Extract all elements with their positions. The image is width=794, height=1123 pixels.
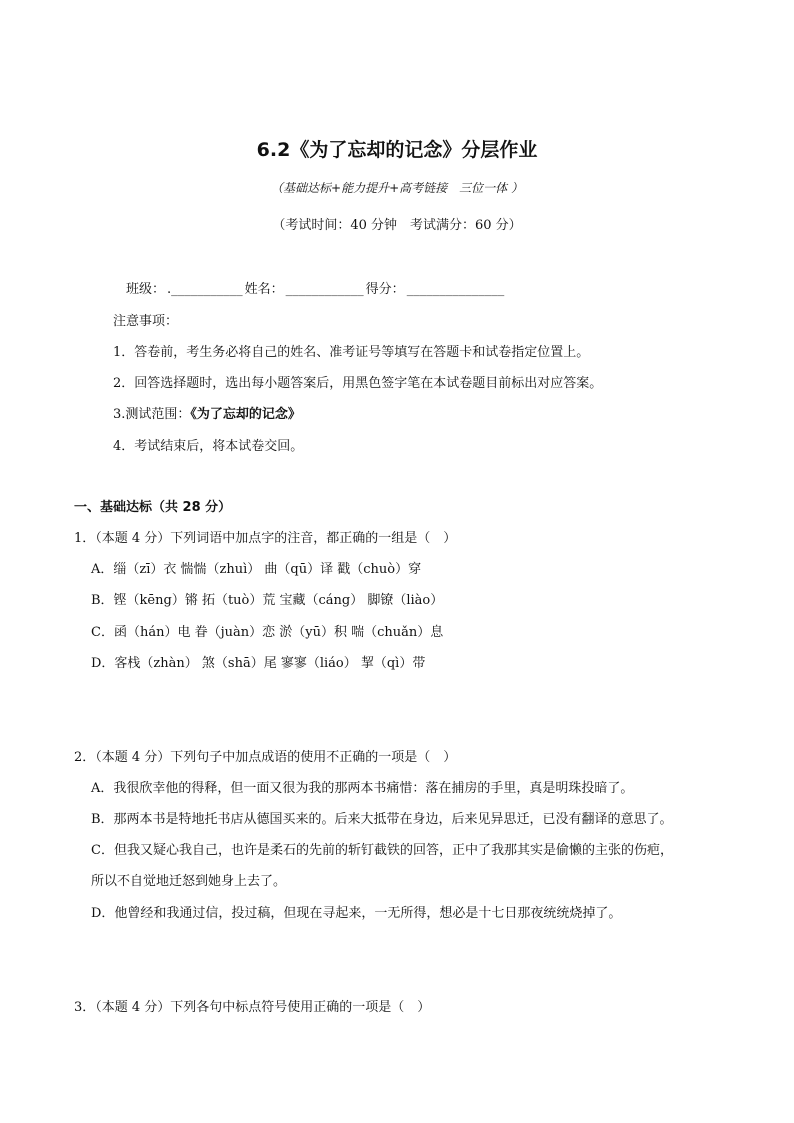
question-stem: 2．（本题 4 分）下列句子中加点成语的使用不正确的一项是（ ）	[74, 750, 457, 765]
question-option: A．我很欣幸他的得释，但一面又很为我的那两本书痛惜：落在捕房的手里，真是明珠投暗了。	[91, 781, 634, 796]
note-item	[113, 406, 301, 424]
name-blank: ____________	[285, 282, 364, 297]
class-blank: .___________	[167, 282, 243, 297]
question-option: C．但我又疑心我自己，也许是柔石的先前的斩钉截铁的回答，正中了我那其实是偷懒的主张的伤疤，	[91, 843, 673, 858]
question-option: B．铿（kēng）锵 拓（tuò）荒 宝藏（cáng） 脚镣（liào）	[91, 593, 444, 608]
question-option: B．那两本书是特地托书店从德国买来的。后来大抵带在身边，后来见异思迁，已没有翻译的意思了。	[91, 812, 673, 827]
student-info-line	[126, 281, 506, 299]
document-subtitle: （基础达标+能力提升+高考链接 三位一体 ）	[271, 181, 523, 195]
note-item: 2．回答选择题时，选出每小题答案后，用黑色签字笔在本试卷题目前标出对应答案。	[113, 376, 603, 391]
section-heading: 一、基础达标（共 28 分）	[74, 500, 232, 515]
notes-heading: 注意事项：	[113, 314, 179, 329]
exam-info: （考试时间：40 分钟 考试满分：60 分）	[272, 218, 522, 233]
question-option: C．函（hán）电 眷（juàn）恋 淤（yū）积 喘（chuǎn）息	[91, 625, 444, 640]
score-blank: _______________	[406, 282, 505, 297]
score-label: 得分：	[365, 282, 405, 297]
scope-value: 《为了忘却的记念》	[190, 407, 301, 422]
note-item: 4．考试结束后，将本试卷交回。	[113, 439, 304, 454]
note-item: 1．答卷前，考生务必将自己的姓名、准考证号等填写在答题卡和试卷指定位置上。	[113, 345, 590, 360]
question-option: A．缁（zī）衣 惴惴（zhuì） 曲（qū）译 戳（chuò）穿	[91, 562, 422, 577]
class-label: 班级：	[126, 282, 166, 297]
question-option: D．他曾经和我通过信，投过稿，但现在寻起来，一无所得，想必是十七日那夜统统烧掉了。	[91, 906, 622, 921]
scope-label: 3.测试范围：	[113, 407, 191, 422]
question-option-continuation: 所以不自觉地迁怒到她身上去了。	[91, 874, 287, 889]
document-title: 6.2《为了忘却的记念》分层作业	[256, 139, 538, 161]
question-option: D．客栈（zhàn） 煞（shā）尾 寥寥（liáo） 挈（qì）带	[91, 656, 426, 671]
question-stem: 1．（本题 4 分）下列词语中加点字的注音，都正确的一组是（ ）	[74, 531, 457, 546]
question-stem: 3．（本题 4 分）下列各句中标点符号使用正确的一项是（ ）	[74, 1000, 431, 1015]
name-label: 姓名：	[244, 282, 284, 297]
